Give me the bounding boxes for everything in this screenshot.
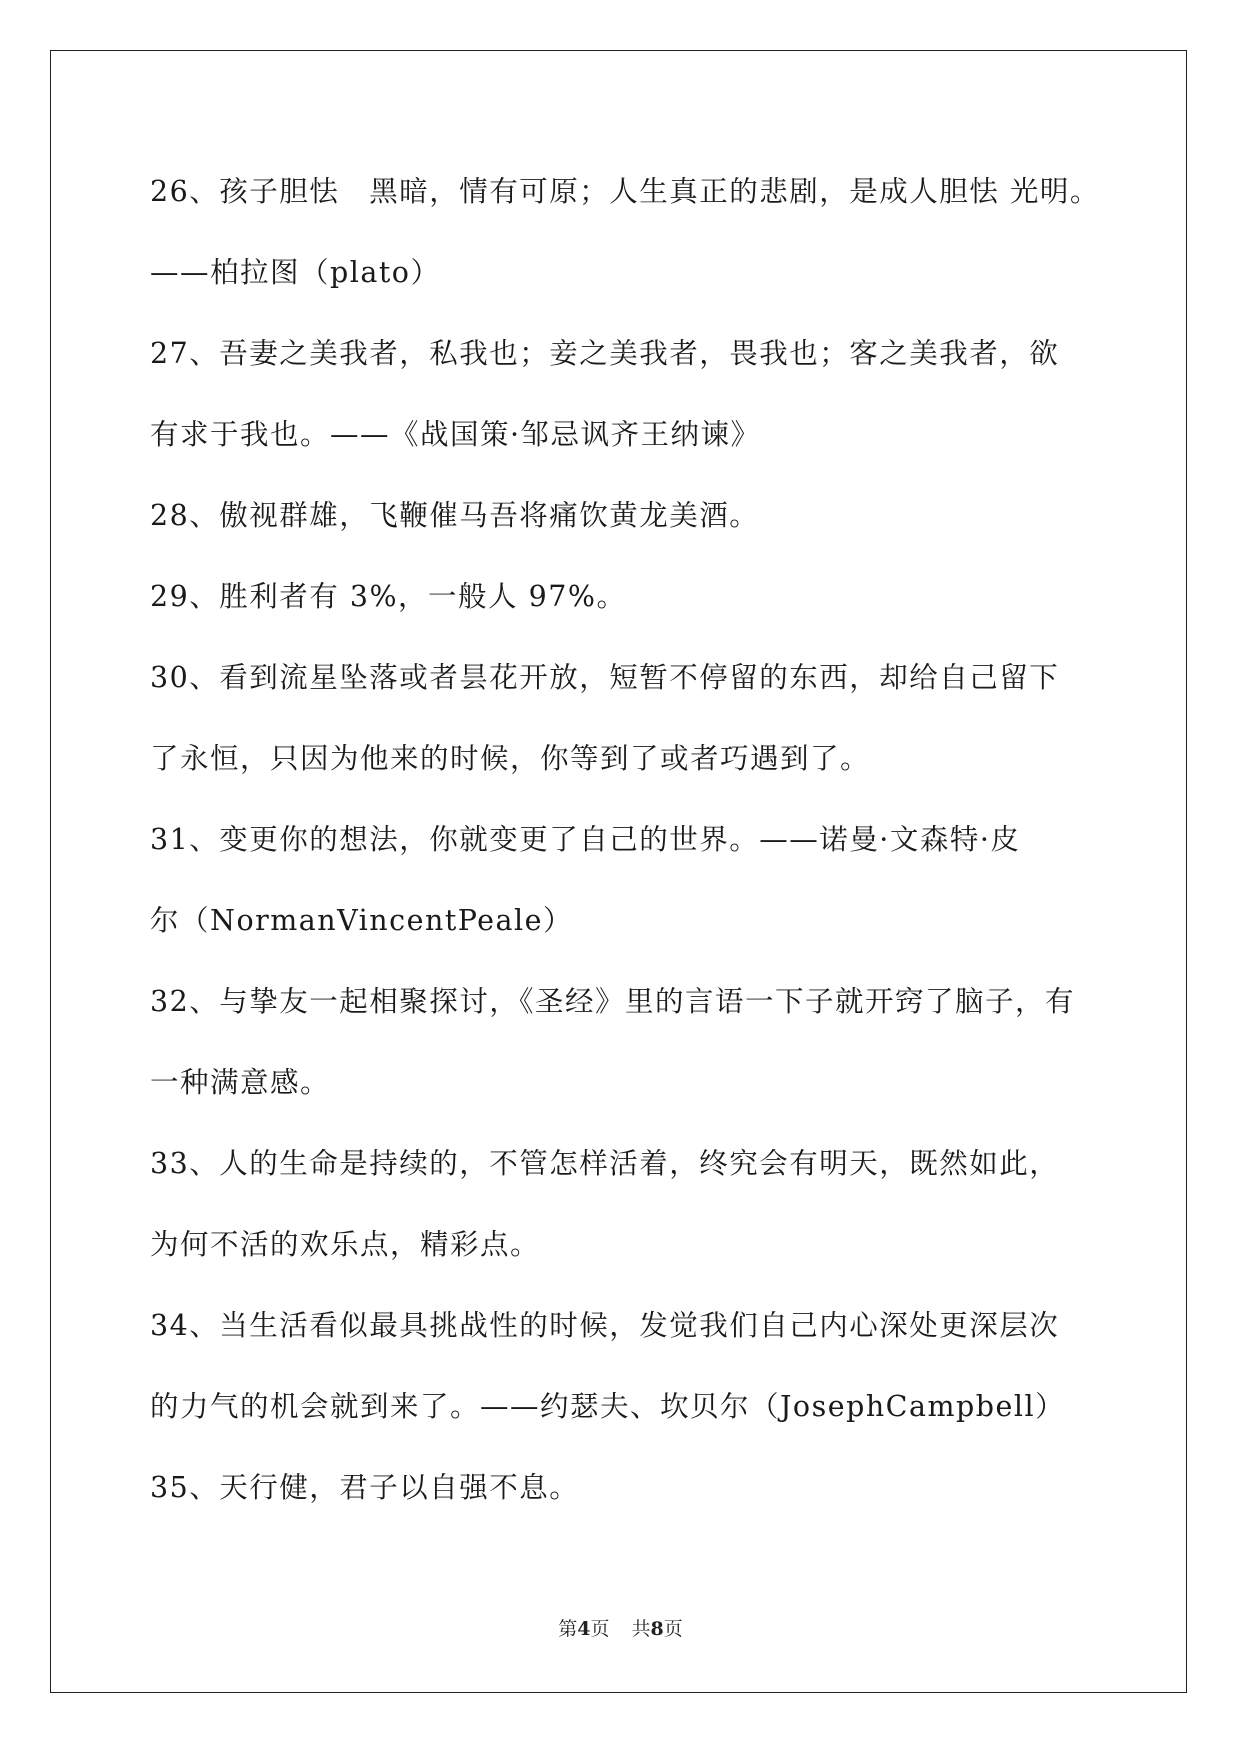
text-line: 的力气的机会就到来了。——约瑟夫、坎贝尔（JosephCampbell） — [150, 1390, 1066, 1423]
text-line: 33、人的生命是持续的，不管怎样活着，终究会有明天，既然如此， — [150, 1147, 1060, 1180]
page-border — [50, 50, 1187, 1693]
current-page-number: 4 — [577, 1618, 591, 1640]
text-line: 27、吾妻之美我者，私我也；妾之美我者，畏我也；客之美我者，欲 — [150, 337, 1060, 370]
text-line: 29、胜利者有 3%，一般人 97%。 — [150, 580, 627, 613]
text-line: 30、看到流星坠落或者昙花开放，短暂不停留的东西，却给自己留下 — [150, 661, 1060, 694]
total-suffix: 页 — [663, 1618, 683, 1640]
text-line: 有求于我也。——《战国策·邹忌讽齐王纳谏》 — [150, 418, 761, 451]
text-line: 尔（NormanVincentPeale） — [150, 904, 574, 937]
text-line: 26、孩子胆怯 黑暗，情有可原；人生真正的悲剧，是成人胆怯 光明。 — [150, 175, 1100, 208]
text-line: 一种满意感。 — [150, 1066, 331, 1099]
text-line: 34、当生活看似最具挑战性的时候，发觉我们自己内心深处更深层次 — [150, 1309, 1060, 1342]
text-line: 了永恒，只因为他来的时候，你等到了或者巧遇到了。 — [150, 742, 871, 775]
text-line: 为何不活的欢乐点，精彩点。 — [150, 1228, 541, 1261]
page-prefix: 第 — [558, 1618, 578, 1640]
text-line: 35、天行健，君子以自强不息。 — [150, 1471, 580, 1504]
total-page-number: 8 — [650, 1618, 664, 1640]
text-line: ——柏拉图（plato） — [150, 256, 441, 289]
text-line: 31、变更你的想法，你就变更了自己的世界。——诺曼·文森特·皮 — [150, 823, 1021, 856]
total-prefix: 共 — [631, 1618, 651, 1640]
text-line: 28、傲视群雄，飞鞭催马吾将痛饮黄龙美酒。 — [150, 499, 760, 532]
page-footer — [0, 1614, 1241, 1641]
page-suffix: 页 — [590, 1618, 610, 1640]
text-line: 32、与挚友一起相聚探讨，《圣经》里的言语一下子就开窍了脑子，有 — [150, 985, 1076, 1018]
